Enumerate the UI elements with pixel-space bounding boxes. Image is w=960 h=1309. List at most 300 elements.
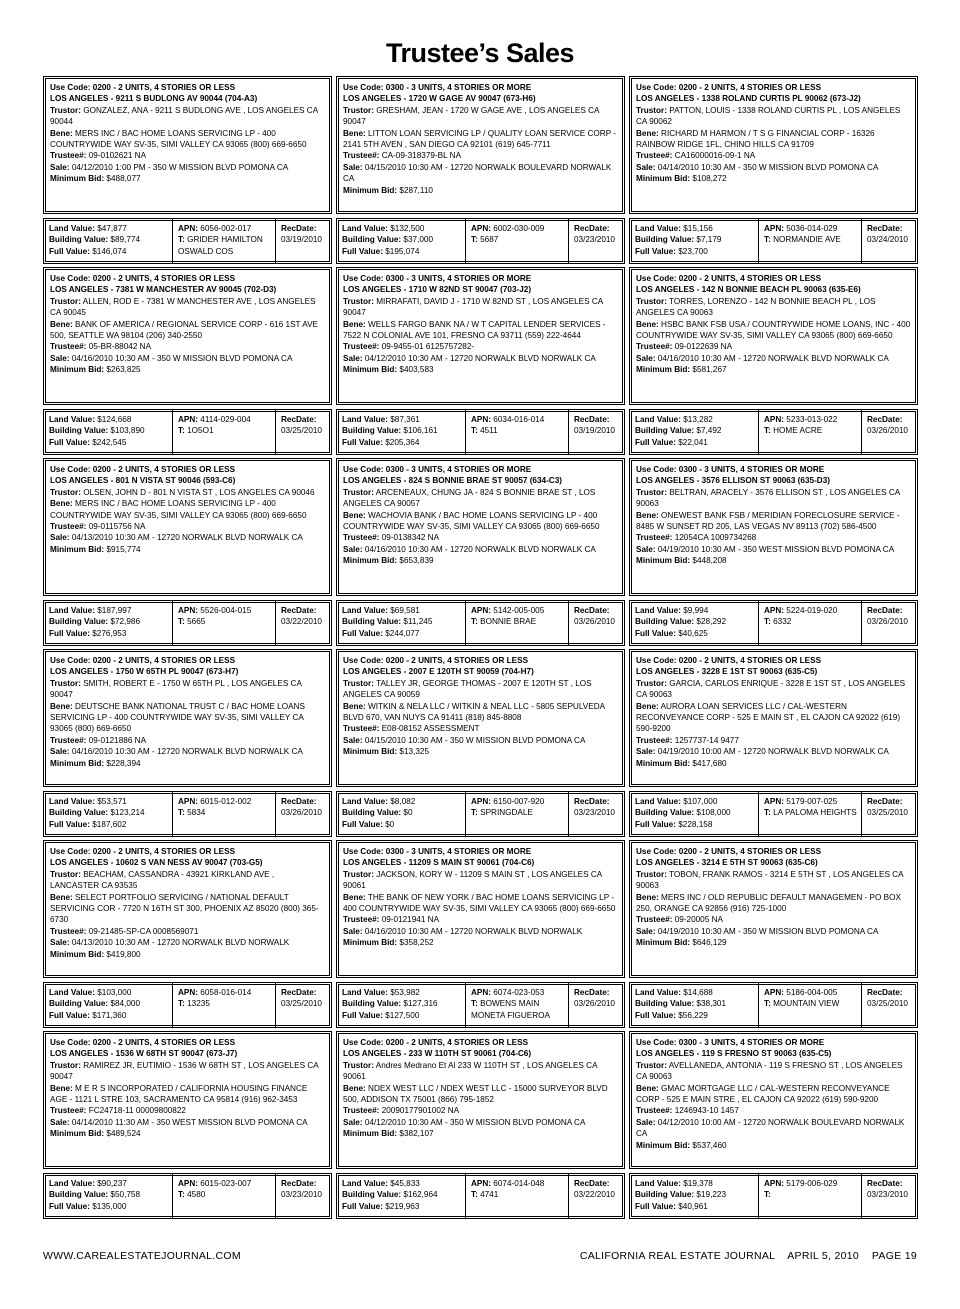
land-value-line xyxy=(49,223,168,234)
min-bid-label: Minimum Bid: xyxy=(636,938,691,948)
listing-card xyxy=(629,1031,918,1222)
trustor-line xyxy=(636,296,911,319)
listing-info xyxy=(629,1031,918,1169)
rec-date-column xyxy=(862,983,917,1027)
bene-line xyxy=(636,701,911,735)
rec-date-label: RecDate: xyxy=(574,797,610,806)
rec-date-value: 03/22/2010 xyxy=(574,1190,615,1200)
bene-label: Bene: xyxy=(343,128,366,138)
sale-label: Sale: xyxy=(636,1117,656,1127)
apn-column xyxy=(466,601,569,645)
rec-date-column xyxy=(862,219,917,263)
bene-line xyxy=(50,1083,325,1106)
sale-label: Sale: xyxy=(50,747,70,757)
trustor-value: AVELLANEDA, ANTONIA - 119 S FRESNO ST , LOS ANGELES CA 90063 xyxy=(636,1060,903,1082)
rec-date-label: RecDate: xyxy=(867,224,903,233)
trustor-line xyxy=(50,869,325,892)
min-bid-label: Minimum Bid: xyxy=(636,1140,691,1150)
listing-card xyxy=(43,649,332,840)
sale-value: 04/12/2010 10:00 AM - 12720 NORWALK BOULEVARD NORWALK CA xyxy=(636,1117,905,1139)
trustor-value: ALLEN, ROD E - 7381 W MANCHESTER AVE , LOS ANGELES CA 90045 xyxy=(50,296,316,318)
rec-date-column xyxy=(862,1174,917,1218)
sale-value: 04/12/2010 1:00 PM - 350 W MISSION BLVD POMONA CA xyxy=(71,162,289,172)
apn-column xyxy=(759,1174,862,1218)
full-value-label: Full Value: xyxy=(49,819,90,829)
sale-line xyxy=(636,353,911,364)
sale-label: Sale: xyxy=(50,533,70,543)
min-bid-label: Minimum Bid: xyxy=(50,949,105,959)
tract-label: T: xyxy=(178,808,185,818)
tract-line xyxy=(764,998,857,1009)
building-value-line xyxy=(635,998,754,1009)
tract-value: GRIDER HAMILTON OSWALD COS xyxy=(178,235,263,256)
trustor-value: GONZALEZ, ANA - 9211 S BUDLONG AVE , LOS ANGELES CA 90044 xyxy=(50,105,318,127)
use-code: Use Code: 0200 - 2 UNITS, 4 STORIES OR LESS xyxy=(50,1038,236,1047)
land-value: $13,282 xyxy=(683,415,713,424)
trustor-line xyxy=(636,487,911,510)
bene-line xyxy=(343,701,618,724)
trustor-line xyxy=(636,105,911,128)
tract-line xyxy=(178,234,271,257)
apn-label: APN: xyxy=(178,606,199,615)
land-value-label: Land Value: xyxy=(49,1179,95,1188)
min-bid-value: $537,460 xyxy=(692,1140,727,1150)
full-value-line xyxy=(635,1010,754,1021)
trustor-line xyxy=(636,1060,911,1083)
values-column xyxy=(630,410,759,454)
apn-line xyxy=(471,414,564,425)
land-value-line xyxy=(635,414,754,425)
building-value-line xyxy=(342,998,461,1009)
apn-column xyxy=(466,410,569,454)
apn-column xyxy=(173,410,276,454)
property-address: LOS ANGELES - 7381 W MANCHESTER AV 90045 (702-D3) xyxy=(50,285,277,295)
rec-date-column xyxy=(276,1174,331,1218)
apn-label: APN: xyxy=(178,415,199,424)
sale-label: Sale: xyxy=(343,353,363,363)
trustor-value: JACKSON, KORY W - 11209 S MAIN ST , LOS ANGELES CA 90061 xyxy=(343,869,602,891)
trustee-value: 1246943-10 1457 xyxy=(674,1106,739,1116)
property-address: LOS ANGELES - 1338 ROLAND CURTIS PL 90062 (673-J2) xyxy=(636,94,861,104)
building-value: $72,986 xyxy=(110,617,141,627)
tract-line xyxy=(178,807,271,818)
bene-label: Bene: xyxy=(343,892,366,902)
land-value-line xyxy=(342,414,461,425)
land-value-label: Land Value: xyxy=(635,606,681,615)
sale-value: 04/16/2010 10:30 AM - 12720 NORWALK BLVD NORWALK CA xyxy=(364,544,596,554)
building-value: $103,890 xyxy=(110,426,145,436)
full-value: $195,074 xyxy=(385,246,420,256)
trustor-value: SMITH, ROBERT E - 1750 W 65TH PL , LOS ANGELES CA 90047 xyxy=(50,678,302,700)
full-value-label: Full Value: xyxy=(342,246,383,256)
trustee-line xyxy=(636,1105,911,1116)
rec-date-value: 03/22/2010 xyxy=(281,617,322,627)
apn-line xyxy=(471,1178,564,1189)
use-code: Use Code: 0200 - 2 UNITS, 4 STORIES OR LESS xyxy=(343,1038,529,1047)
apn-column xyxy=(173,601,276,645)
full-value: $135,000 xyxy=(92,1201,127,1211)
apn-line xyxy=(178,796,271,807)
listing-values xyxy=(43,1173,332,1219)
apn-value: 6150-007-920 xyxy=(493,797,545,806)
building-value: $123,214 xyxy=(110,808,145,818)
building-value-label: Building Value: xyxy=(635,617,695,627)
building-value: $7,179 xyxy=(696,235,722,245)
listing-info xyxy=(629,458,918,596)
footer-website[interactable]: WWW.CAREALESTATEJOURNAL.COM xyxy=(43,1250,241,1262)
min-bid-line xyxy=(636,364,911,375)
listing-info xyxy=(336,458,625,596)
trustee-label: Trustee#: xyxy=(636,151,673,161)
apn-value: 5526-004-015 xyxy=(200,606,252,615)
building-value: $127,316 xyxy=(403,999,438,1009)
bene-value: LITTON LOAN SERVICING LP / QUALITY LOAN SERVICE CORP - 2141 5TH AVEN , SAN DIEGO CA 92101 (619) 645-7711 xyxy=(343,128,617,150)
trustee-line xyxy=(50,1105,325,1116)
building-value: $50,758 xyxy=(110,1190,141,1200)
listing-card xyxy=(43,1031,332,1222)
bene-value: WACHOVIA BANK / BAC HOME LOANS SERVICING LP - 400 COUNTRYWIDE WAY SV-35, SIMI VALLEY CA 93065 (800) 669-6650 xyxy=(343,510,600,532)
sale-line xyxy=(50,532,325,543)
property-address: LOS ANGELES - 9211 S BUDLONG AV 90044 (704-A3) xyxy=(50,94,258,104)
apn-line xyxy=(471,605,564,616)
listing-card xyxy=(629,649,918,840)
values-column xyxy=(44,410,173,454)
use-code: Use Code: 0200 - 2 UNITS, 4 STORIES OR LESS xyxy=(636,656,822,665)
listing-values xyxy=(629,791,918,837)
min-bid-label: Minimum Bid: xyxy=(343,556,398,566)
land-value-label: Land Value: xyxy=(635,224,681,233)
full-value-line xyxy=(49,246,168,257)
rec-date-label: RecDate: xyxy=(574,415,610,424)
bene-line xyxy=(343,510,618,533)
tract-value: 5834 xyxy=(187,808,206,818)
apn-line xyxy=(764,796,857,807)
min-bid-value: $653,839 xyxy=(399,556,434,566)
property-address: LOS ANGELES - 1710 W 82ND ST 90047 (703-J2) xyxy=(343,285,532,295)
full-value-line xyxy=(342,246,461,257)
sale-line xyxy=(636,926,911,937)
land-value-label: Land Value: xyxy=(342,415,388,424)
trustor-value: MIRRAFATI, DAVID J - 1710 W 82ND ST , LOS ANGELES CA 90047 xyxy=(343,296,603,318)
full-value-label: Full Value: xyxy=(635,246,676,256)
building-value-line xyxy=(342,616,461,627)
bene-label: Bene: xyxy=(50,892,73,902)
building-value-line xyxy=(342,425,461,436)
use-code: Use Code: 0300 - 3 UNITS, 4 STORIES OR MORE xyxy=(343,847,532,856)
tract-value: SPRINGDALE xyxy=(480,808,533,818)
trustor-line xyxy=(343,296,618,319)
building-value: $108,000 xyxy=(696,808,731,818)
tract-label: T: xyxy=(178,617,185,627)
trustor-label: Trustor: xyxy=(50,1060,81,1070)
listing-info xyxy=(336,840,625,978)
listing-values xyxy=(629,218,918,264)
trustee-line xyxy=(50,341,325,352)
min-bid-label: Minimum Bid: xyxy=(636,556,691,566)
sale-label: Sale: xyxy=(50,353,70,363)
bene-value: WELLS FARGO BANK NA / W T CAPITAL LENDER SERVICES - 7522 N COLONIAL AVE 101, FRESNO CA 93711 (559) 222-4644 xyxy=(343,319,606,341)
trustee-line xyxy=(50,735,325,746)
use-code: Use Code: 0200 - 2 UNITS, 4 STORIES OR LESS xyxy=(343,656,529,665)
trustee-value: 12054CA 1009734268 xyxy=(674,533,757,543)
bene-value: ONEWEST BANK FSB / MERIDIAN FORECLOSURE SERVICE - 8485 W SUNSET RD 205, LAS VEGAS NV 89113 (702) 586-4500 xyxy=(636,510,900,532)
trustee-line xyxy=(343,150,618,161)
sale-value: 04/13/2010 10:30 AM - 12720 NORWALK BLVD NORWALK xyxy=(71,938,290,948)
tract-value: MOUNTAIN VIEW xyxy=(773,999,840,1009)
bene-line xyxy=(343,892,618,915)
bene-label: Bene: xyxy=(636,892,659,902)
full-value: $146,074 xyxy=(92,246,127,256)
bene-label: Bene: xyxy=(50,319,73,329)
trustor-label: Trustor: xyxy=(636,296,667,306)
min-bid-value: $419,800 xyxy=(106,949,141,959)
land-value: $19,378 xyxy=(683,1179,713,1188)
trustee-label: Trustee#: xyxy=(343,915,380,925)
min-bid-line xyxy=(636,1140,911,1151)
use-code: Use Code: 0200 - 2 UNITS, 4 STORIES OR LESS xyxy=(636,847,822,856)
bene-value: BANK OF AMERICA / REGIONAL SERVICE CORP - 616 1ST AVE 500, SEATTLE WA 98104 (206) 340-2550 xyxy=(50,319,319,341)
min-bid-line xyxy=(636,937,911,948)
bene-label: Bene: xyxy=(636,319,659,329)
apn-label: APN: xyxy=(178,988,199,997)
values-column xyxy=(337,792,466,836)
tract-line xyxy=(178,998,271,1009)
listing-info xyxy=(629,76,918,214)
listing-values xyxy=(629,600,918,646)
property-address: LOS ANGELES - 3576 ELLISON ST 90063 (635-D3) xyxy=(636,476,830,486)
trustor-label: Trustor: xyxy=(343,869,374,879)
trustee-line xyxy=(343,1105,618,1116)
apn-value: 6074-014-048 xyxy=(493,1179,545,1188)
listing-values xyxy=(43,409,332,455)
trustee-label: Trustee#: xyxy=(343,724,380,734)
listing-info xyxy=(43,1031,332,1169)
bene-value: MERS INC / OLD REPUBLIC DEFAULT MANAGEMEN - PO BOX 250, ORANGE CA 92856 (916) 725-1000 xyxy=(636,892,901,914)
trustee-value: 1257737-14 9477 xyxy=(674,735,739,745)
land-value: $124,668 xyxy=(97,415,132,424)
building-value-line xyxy=(49,425,168,436)
full-value-line xyxy=(49,819,168,830)
bene-line xyxy=(636,510,911,533)
tract-value: 4741 xyxy=(480,1190,499,1200)
tract-label: T: xyxy=(764,1190,771,1200)
rec-date-label: RecDate: xyxy=(867,1179,903,1188)
property-address: LOS ANGELES - 3214 E 5TH ST 90063 (635-C6) xyxy=(636,858,818,868)
bene-label: Bene: xyxy=(50,128,73,138)
bene-line xyxy=(50,701,325,735)
rec-date-label: RecDate: xyxy=(281,415,317,424)
land-value-label: Land Value: xyxy=(49,988,95,997)
rec-date-label: RecDate: xyxy=(867,415,903,424)
land-value: $45,833 xyxy=(390,1179,420,1188)
min-bid-label: Minimum Bid: xyxy=(50,365,105,375)
building-value: $38,301 xyxy=(696,999,727,1009)
listing-card xyxy=(629,76,918,267)
tract-value: 6332 xyxy=(773,617,792,627)
apn-line xyxy=(178,223,271,234)
bene-value: RICHARD M HARMON / T S G FINANCIAL CORP - 16326 RAINBOW RIDGE 1FL, CHINO HILLS CA 91709 xyxy=(636,128,875,150)
building-value-label: Building Value: xyxy=(635,1190,695,1200)
apn-column xyxy=(466,1174,569,1218)
apn-label: APN: xyxy=(178,797,199,806)
trustor-line xyxy=(50,1060,325,1083)
tract-line xyxy=(471,616,564,627)
tract-label: T: xyxy=(764,426,771,436)
apn-label: APN: xyxy=(764,606,785,615)
use-code: Use Code: 0300 - 3 UNITS, 4 STORIES OR MORE xyxy=(343,274,532,283)
apn-value: 6074-023-053 xyxy=(493,988,545,997)
rec-date-value: 03/25/2010 xyxy=(867,999,908,1009)
min-bid-value: $403,583 xyxy=(399,365,434,375)
listing-info xyxy=(43,840,332,978)
rec-date-label: RecDate: xyxy=(867,988,903,997)
listing-info xyxy=(43,458,332,596)
listing-info xyxy=(336,76,625,214)
trustor-label: Trustor: xyxy=(636,1060,667,1070)
apn-line xyxy=(178,414,271,425)
rec-date-value: 03/23/2010 xyxy=(867,1190,908,1200)
tract-label: T: xyxy=(471,235,478,245)
bene-value: GMAC MORTGAGE LLC / CAL-WESTERN RECONVEYANCE CORP - 525 E MAIN STRE , EL CAJON CA 92022 (619) 590-9200 xyxy=(636,1083,890,1105)
apn-value: 6015-012-002 xyxy=(200,797,252,806)
apn-line xyxy=(178,605,271,616)
use-code: Use Code: 0200 - 2 UNITS, 4 STORIES OR LESS xyxy=(50,656,236,665)
trustee-line xyxy=(636,150,911,161)
full-value-label: Full Value: xyxy=(635,819,676,829)
land-value-label: Land Value: xyxy=(635,797,681,806)
land-value-label: Land Value: xyxy=(342,224,388,233)
trustee-value: 09-0138342 NA xyxy=(381,533,440,543)
sale-line xyxy=(343,735,618,746)
apn-value: 5142-005-005 xyxy=(493,606,545,615)
listing-card xyxy=(336,1031,625,1222)
land-value-line xyxy=(342,796,461,807)
min-bid-line xyxy=(343,1128,618,1139)
trustor-value: PATTON, LOUIS - 1338 ROLAND CURTIS PL , LOS ANGELES CA 90062 xyxy=(636,105,901,127)
apn-value: 5179-007-025 xyxy=(786,797,838,806)
trustor-line xyxy=(50,487,325,498)
bene-value: MERS INC / BAC HOME LOANS SERVICING LP - 400 COUNTRYWIDE WAY SV-35, SIMI VALLEY CA 93065 (800) 669-6650 xyxy=(50,499,307,520)
bene-line xyxy=(50,128,325,151)
bene-label: Bene: xyxy=(636,510,659,520)
min-bid-line xyxy=(636,758,911,769)
values-column xyxy=(630,219,759,263)
min-bid-line xyxy=(343,185,618,196)
land-value: $53,982 xyxy=(390,988,420,997)
sale-label: Sale: xyxy=(50,1117,70,1127)
rec-date-label: RecDate: xyxy=(574,988,610,997)
tract-value: BOWENS MAIN MONETA FIGUEROA xyxy=(471,999,550,1020)
values-column xyxy=(630,983,759,1027)
sale-label: Sale: xyxy=(636,926,656,936)
sale-value: 04/15/2010 10:30 AM - 12720 NORWALK BOULEVARD NORWALK CA xyxy=(343,162,612,184)
trustor-label: Trustor: xyxy=(343,296,374,306)
min-bid-line xyxy=(343,364,618,375)
trustee-value: 09-20005 NA xyxy=(674,915,723,925)
listing-card xyxy=(629,267,918,458)
land-value: $9,994 xyxy=(683,606,709,615)
tract-label: T: xyxy=(178,426,185,436)
full-value: $40,625 xyxy=(678,628,708,638)
tract-line xyxy=(178,1189,271,1200)
bene-line xyxy=(50,498,325,521)
property-address: LOS ANGELES - 1750 W 65TH PL 90047 (673-H7) xyxy=(50,667,239,677)
full-value: $40,961 xyxy=(678,1201,708,1211)
trustor-value: TORRES, LORENZO - 142 N BONNIE BEACH PL , LOS ANGELES CA 90063 xyxy=(636,296,876,318)
apn-column xyxy=(759,792,862,836)
full-value-line xyxy=(49,628,168,639)
land-value-label: Land Value: xyxy=(49,224,95,233)
building-value-label: Building Value: xyxy=(635,808,695,818)
trustee-value: 09-0121886 NA xyxy=(88,735,147,745)
building-value-label: Building Value: xyxy=(49,808,109,818)
values-column xyxy=(44,219,173,263)
footer-publication: CALIFORNIA REAL ESTATE JOURNAL APRIL 5, 2010 PAGE 19 xyxy=(579,1250,917,1262)
property-address: LOS ANGELES - 10602 S VAN NESS AV 90047 (703-G5) xyxy=(50,858,263,868)
sale-value: 04/14/2010 11:30 AM - 350 WEST MISSION BLVD POMONA CA xyxy=(71,1117,308,1127)
rec-date-column xyxy=(276,219,331,263)
listing-values xyxy=(629,409,918,455)
trustor-value: Andres Medrano Et Al 233 W 110TH ST , LOS ANGELES CA 90061 xyxy=(343,1060,598,1082)
bene-label: Bene: xyxy=(636,128,659,138)
min-bid-value: $382,107 xyxy=(399,1129,434,1139)
sale-value: 04/19/2010 10:00 AM - 12720 NORWALK BLVD NORWALK CA xyxy=(657,747,889,757)
apn-label: APN: xyxy=(471,797,492,806)
tract-label: T: xyxy=(178,999,185,1009)
min-bid-value: $488,077 xyxy=(106,174,141,184)
full-value-line xyxy=(49,1201,168,1212)
min-bid-value: $915,774 xyxy=(106,544,141,554)
sale-label: Sale: xyxy=(636,353,656,363)
apn-line xyxy=(178,987,271,998)
sale-value: 04/16/2010 10:30 AM - 350 W MISSION BLVD POMONA CA xyxy=(71,353,293,363)
rec-date-label: RecDate: xyxy=(574,1179,610,1188)
rec-date-value: 03/25/2010 xyxy=(867,808,908,818)
apn-line xyxy=(764,987,857,998)
land-value-label: Land Value: xyxy=(49,606,95,615)
listing-values xyxy=(336,218,625,264)
trustor-label: Trustor: xyxy=(343,487,374,497)
listing-values xyxy=(336,791,625,837)
trustee-value: CA16000016-09-1 NA xyxy=(674,151,756,161)
trustee-label: Trustee#: xyxy=(636,1106,673,1116)
apn-value: 6002-030-009 xyxy=(493,224,545,233)
apn-value: 5224-019-020 xyxy=(786,606,838,615)
apn-label: APN: xyxy=(471,415,492,424)
apn-column xyxy=(173,983,276,1027)
bene-line xyxy=(636,128,911,151)
values-column xyxy=(44,792,173,836)
trustor-value: TOBON, FRANK RAMOS - 3214 E 5TH ST , LOS ANGELES CA 90063 xyxy=(636,869,904,891)
land-value-label: Land Value: xyxy=(342,1179,388,1188)
trustor-label: Trustor: xyxy=(343,1060,374,1070)
min-bid-line xyxy=(50,758,325,769)
min-bid-value: $646,129 xyxy=(692,938,727,948)
bene-label: Bene: xyxy=(50,701,73,711)
use-code: Use Code: 0300 - 3 UNITS, 4 STORIES OR MORE xyxy=(343,465,532,474)
trustee-label: Trustee#: xyxy=(343,342,380,352)
bene-label: Bene: xyxy=(343,510,366,520)
min-bid-value: $417,680 xyxy=(692,758,727,768)
full-value: $205,364 xyxy=(385,437,420,447)
trustee-value: 09-21485-SP-CA 0008569071 xyxy=(88,926,199,936)
rec-date-value: 03/26/2010 xyxy=(867,426,908,436)
building-value-line xyxy=(342,234,461,245)
sale-value: 04/12/2010 10:30 AM - 350 W MISSION BLVD POMONA CA xyxy=(364,1117,586,1127)
full-value: $0 xyxy=(385,819,395,829)
tract-value: 5687 xyxy=(480,235,499,245)
full-value-line xyxy=(635,437,754,448)
